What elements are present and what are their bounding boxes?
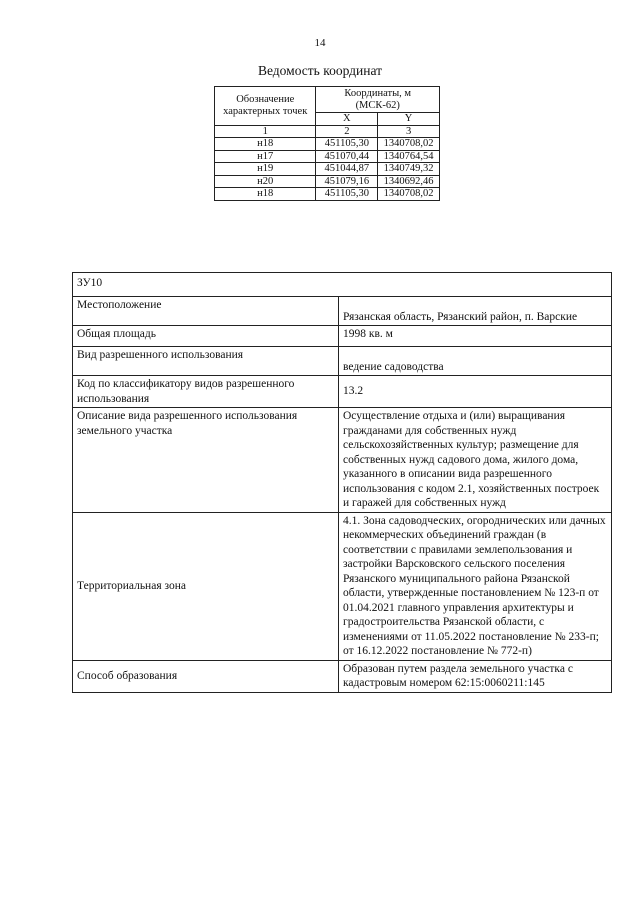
label-area: Общая площадь bbox=[73, 326, 339, 347]
coord-x: 451105,30 bbox=[316, 138, 378, 151]
coord-x: 451044,87 bbox=[316, 163, 378, 176]
value-zone: 4.1. Зона садоводческих, огороднических или дачных некоммерческих объединений граждан (в соответствии с правилами землепользования и застройки Варсковского сельского поселения Рязанского муниципального района Рязанской области, утвержденные постановлением № 123-п от 01.04.2021 главного управления архитектуры и градостроительства Рязанской области, с изменениями от 11.05.2022 постановление № 233-п; от 16.12.2022 постановление № 772-п) bbox=[339, 512, 612, 660]
header-x: X bbox=[316, 113, 378, 126]
value-use-description: Осуществление отдыха и (или) выращивания гражданами для собственных нужд сельскохозяйственных культур; размещение для собственных нужд садового дома, жилого дома, указанного в описании вида разрешенного использования с кодом 2.1, хозяйственных построек и гаражей для собственных нужд bbox=[339, 408, 612, 513]
parcel-row-classifier-code bbox=[73, 376, 612, 408]
colnum-1: 1 bbox=[215, 125, 316, 138]
parcel-info-table bbox=[72, 272, 612, 693]
label-zone: Территориальная зона bbox=[73, 512, 339, 660]
label-classifier-code: Код по классификатору видов разрешенного использования bbox=[73, 376, 339, 408]
label-location: Местоположение bbox=[73, 297, 339, 326]
coord-x: 451079,16 bbox=[316, 175, 378, 188]
value-formation: Образован путем раздела земельного участка с кадастровым номером 62:15:0060211:145 bbox=[339, 660, 612, 692]
parcel-row-permitted-use bbox=[73, 347, 612, 376]
point-id: н18 bbox=[215, 188, 316, 201]
page-number: 14 bbox=[314, 37, 326, 49]
table-row bbox=[215, 163, 440, 176]
parcel-row-zone bbox=[73, 512, 612, 660]
parcel-row-use-description bbox=[73, 408, 612, 513]
header-points: Обозначение характерных точек bbox=[215, 87, 316, 126]
table-row bbox=[215, 150, 440, 163]
coord-y: 1340764,54 bbox=[378, 150, 440, 163]
point-id: н19 bbox=[215, 163, 316, 176]
table-row bbox=[215, 138, 440, 151]
coord-y: 1340708,02 bbox=[378, 188, 440, 201]
parcel-row-location bbox=[73, 297, 612, 326]
point-id: н18 bbox=[215, 138, 316, 151]
coord-x: 451105,30 bbox=[316, 188, 378, 201]
coordinates-table bbox=[214, 86, 440, 201]
coord-y: 1340708,02 bbox=[378, 138, 440, 151]
header-coordinates: Координаты, м (МСК-62) bbox=[316, 87, 440, 113]
point-id: н17 bbox=[215, 150, 316, 163]
parcel-row-area bbox=[73, 326, 612, 347]
value-classifier-code: 13.2 bbox=[339, 376, 612, 408]
coord-y: 1340749,32 bbox=[378, 163, 440, 176]
value-area: 1998 кв. м bbox=[339, 326, 612, 347]
coord-y: 1340692,46 bbox=[378, 175, 440, 188]
parcel-row-formation bbox=[73, 660, 612, 692]
value-permitted-use: ведение садоводства bbox=[339, 347, 612, 376]
table-row bbox=[215, 175, 440, 188]
header-y: Y bbox=[378, 113, 440, 126]
value-location: Рязанская область, Рязанский район, п. Варские bbox=[339, 297, 612, 326]
table-row bbox=[215, 188, 440, 201]
parcel-id: ЗУ10 bbox=[73, 273, 612, 297]
document-title: Ведомость координат bbox=[257, 63, 383, 78]
label-permitted-use: Вид разрешенного использования bbox=[73, 347, 339, 376]
point-id: н20 bbox=[215, 175, 316, 188]
label-formation: Способ образования bbox=[73, 660, 339, 692]
coord-x: 451070,44 bbox=[316, 150, 378, 163]
colnum-2: 2 bbox=[316, 125, 378, 138]
colnum-3: 3 bbox=[378, 125, 440, 138]
label-use-description: Описание вида разрешенного использования земельного участка bbox=[73, 408, 339, 513]
